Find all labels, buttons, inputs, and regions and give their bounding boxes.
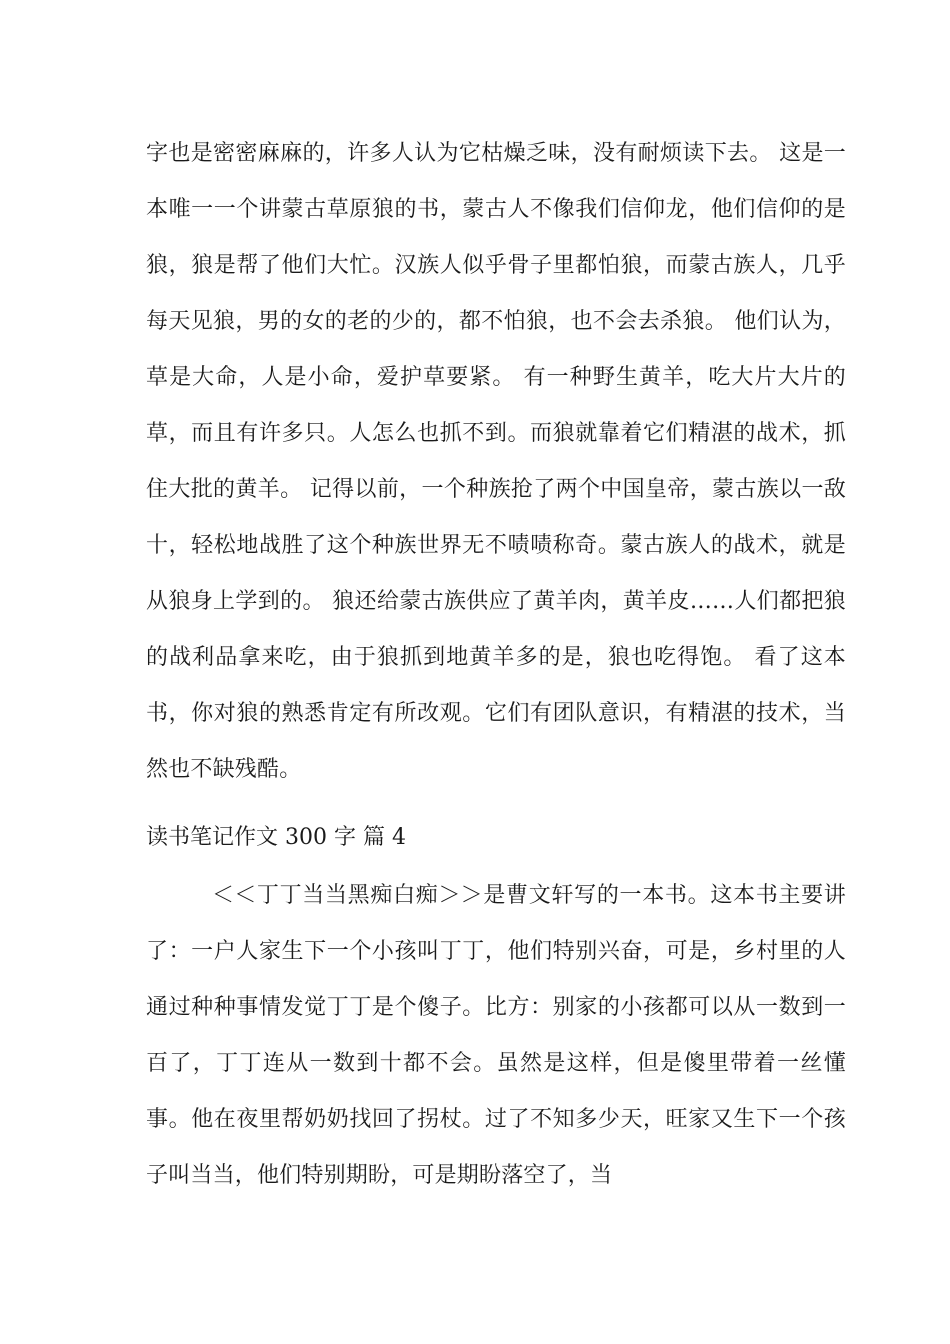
body-paragraph: ＜＜丁丁当当黑痴白痴＞＞是曹文轩写的一本书。这本书主要讲了：一户人家生下一个小孩叫丁丁，他们特别兴奋，可是，乡村里的人通过种种事情发觉丁丁是个傻子。比方：别家的小孩都可以从一数到一百了，丁丁连从一数到十都不会。虽然是这样，但是傻里带着一丝懂事。他在夜里帮奶奶找回了拐杖。过了不知多少天，旺家又生下一个孩子叫当当，他们特别期盼，可是期盼落空了，当: [146, 883, 846, 1188]
body-paragraph: 字也是密密麻麻的，许多人认为它枯燥乏味，没有耐烦读下去。 这是一本唯一一个讲蒙古草原狼的书，蒙古人不像我们信仰龙，他们信仰的是狼，狼是帮了他们大忙。汉族人似乎骨子里都怕狼，而蒙古族人，几乎每天见狼，男的女的老的少的，都不怕狼，也不会去杀狼。 他们认为，草是大命，人是小命，爱护草要紧。 有一种野生黄羊，吃大片大片的草，而且有许多只。人怎么也抓不到。而狼就靠着它们精湛的战术，抓住大批的黄羊。 记得以前，一个种族抢了两个中国皇帝，蒙古族以一敌十，轻松地战胜了这个种族世界无不啧啧称奇。蒙古族人的战术，就是从狼身上学到的。 狼还给蒙古族供应了黄羊肉，黄羊皮……人们都把狼的战利品拿来吃，由于狼抓到地黄羊多的是，狼也吃得饱。 看了这本书，你对狼的熟悉肯定有所改观。它们有团队意识，有精湛的技术，当然也不缺残酷。: [146, 141, 846, 782]
section-heading: 读书笔记作文 300 字 篇 4: [146, 825, 406, 850]
